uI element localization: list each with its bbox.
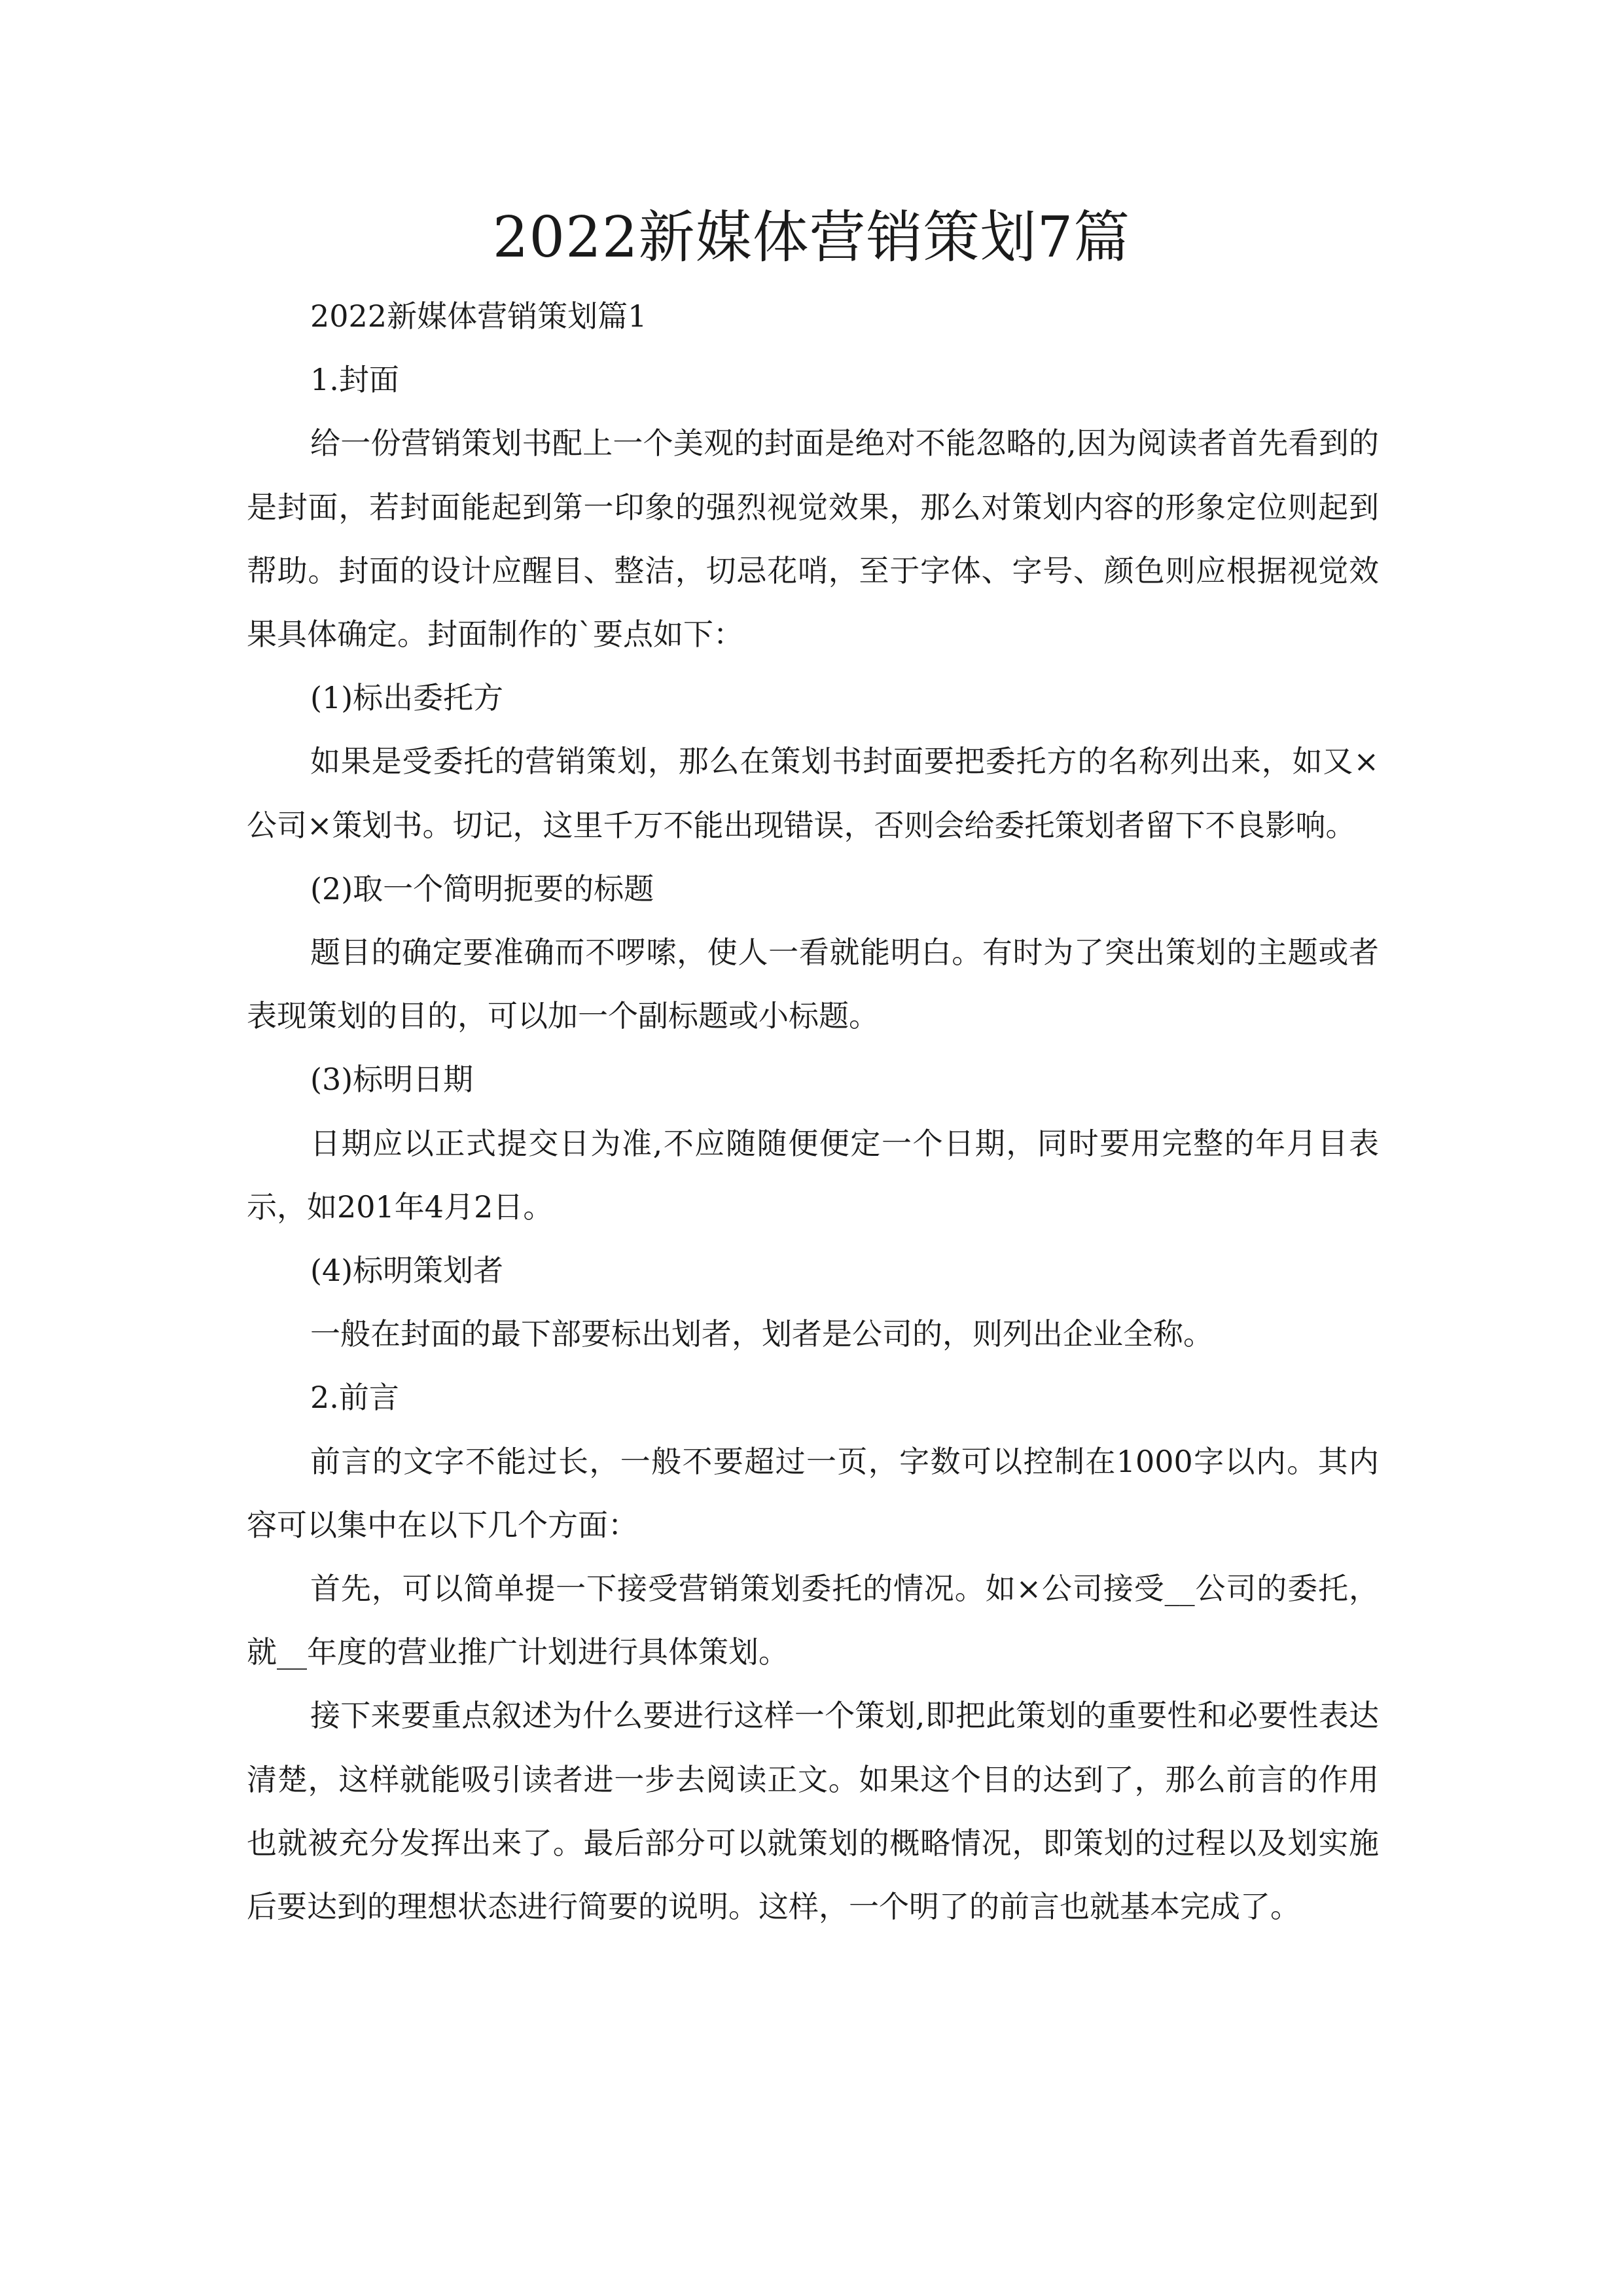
paragraph-planner: 一般在封面的最下部要标出划者，划者是公司的，则列出企业全称。 [310,1316,1213,1352]
paragraph-preface-length: 前言的文字不能过长，一般不要超过一页，字数可以控制在1000字以内。其内容可以集中在以下几个方面： [247,1443,1379,1543]
paragraph-preface-next: 接下来要重点叙述为什么要进行这样一个策划,即把此策划的重要性和必要性表达清楚，这样就能吸引读者进一步去阅读正文。如果这个目的达到了，那么前言的作用也就被充分发挥出来了。最后部分可以就策划的概略情况，即策划的过程以及划实施后要达到的理想状态进行简要的说明。这样，一个明了的前言也就基本完成了。 [247,1698,1379,1925]
paragraph-cover-intro: 给一份营销策划书配上一个美观的封面是绝对不能忽略的,因为阅读者首先看到的是封面，若封面能起到第一印象的强烈视觉效果，那么对策划内容的形象定位则起到帮助。封面的设计应醒目、整洁，切忌花哨，至于字体、字号、颜色则应根据视觉效果具体确定。封面制作的`要点如下： [247,425,1379,653]
section-heading-preface: 2.前言 [310,1380,399,1416]
paragraph-title: 题目的确定要准确而不啰嗦，使人一看就能明白。有时为了突出策划的主题或者表现策划的目的，可以加一个副标题或小标题。 [247,935,1379,1034]
subheading-title: (2)取一个简明扼要的标题 [310,870,654,906]
subheading-planner: (4)标明策划者 [310,1253,504,1289]
document-body [247,285,1379,1939]
subheading-client: (1)标出委托方 [310,680,504,716]
paragraph-preface-first: 首先，可以简单提一下接受营销策划委托的情况。如×公司接受__公司的委托，就__年度的营业推广计划进行具体策划。 [247,1571,1379,1670]
section-heading-article-1: 2022新媒体营销策划篇1 [310,298,647,334]
paragraph-date: 日期应以正式提交日为准,不应随随便便定一个日期，同时要用完整的年月目表示，如201年4月2日。 [247,1125,1379,1225]
page-title: 2022新媒体营销策划7篇 [492,205,1131,270]
subheading-date: (3)标明日期 [310,1062,474,1098]
section-heading-cover: 1.封面 [310,362,399,398]
paragraph-client: 如果是受委托的营销策划，那么在策划书封面要把委托方的名称列出来，如又×公司×策划书。切记，这里千万不能出现错误，否则会给委托策划者留下不良影响。 [247,744,1379,843]
